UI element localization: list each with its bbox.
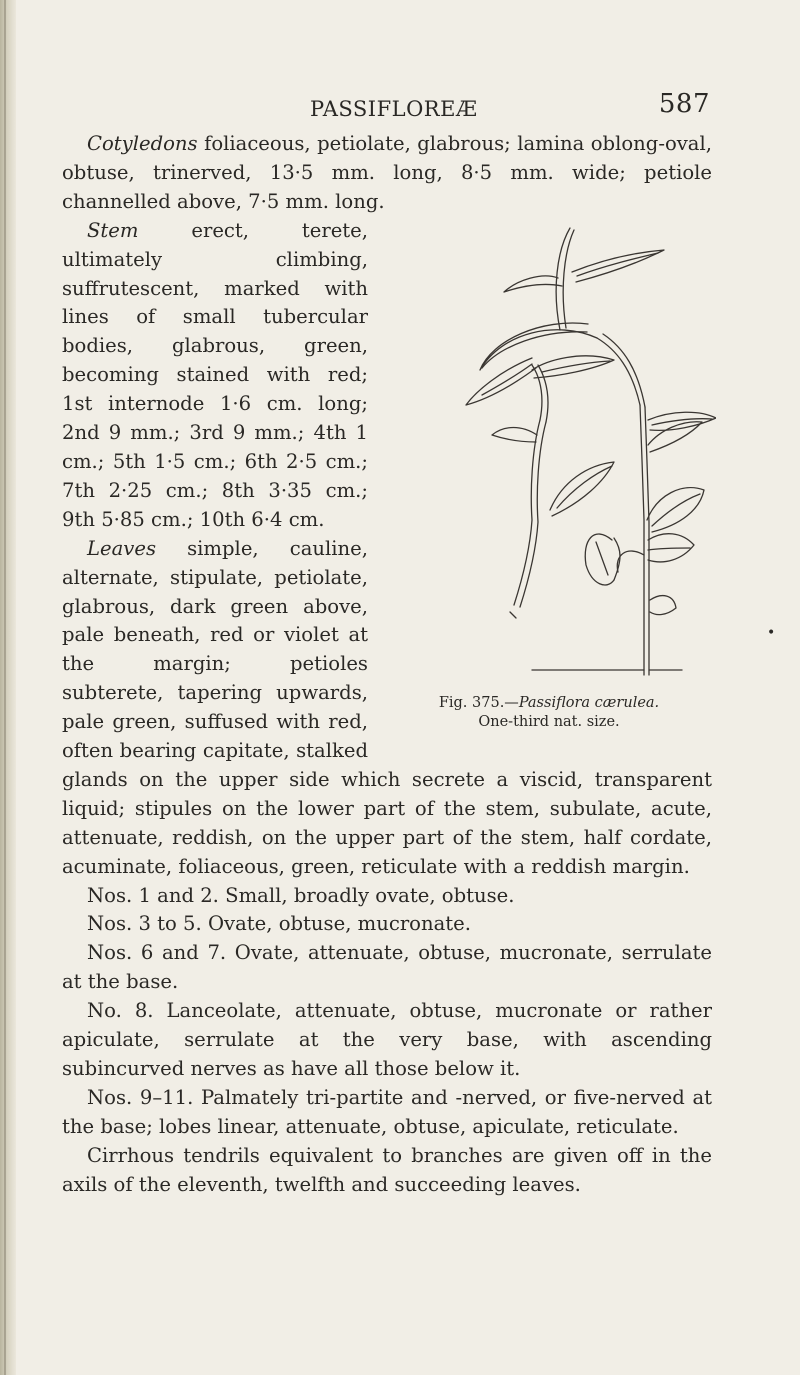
paragraph-nos-1-2: Nos. 1 and 2. Small, broadly ovate, obtuse. — [87, 883, 515, 907]
page-gutter — [0, 0, 16, 1375]
lead-term-leaves: Leaves — [87, 536, 157, 560]
passiflora-seedling-illustration — [382, 220, 716, 688]
page-number: 587 — [658, 89, 710, 119]
paragraph-text: erect, terete, ultimately climbing, suffrutescent, marked with lines of small tubercular bodies, glabrous, green, becoming stained with red; 1st internode 1·6 cm. long; 2nd 9 mm.; 3rd 9 mm.; 4th 1 cm.; 5th 1·5 cm.; 6th 2·5 cm.; 7th 2·25 cm.; 8th 3·35 cm.; 9th 5·85 cm.; 10th 6·4 cm. — [62, 218, 368, 531]
paragraph-text: foliaceous, petiolate, glabrous; lamina oblong-oval, obtuse, trinerved, 13·5 mm. long, 8·5 mm. wide; petiole channelled above, 7·5 mm. long. — [62, 132, 712, 213]
figure-scale: One-third nat. size. — [478, 713, 620, 730]
figure-species: Passiflora cærulea. — [518, 694, 660, 711]
paragraph-cotyledons — [62, 130, 712, 217]
paragraph-nos-6-7: Nos. 6 and 7. Ovate, attenuate, obtuse, mucronate, serrulate at the base. — [62, 941, 712, 994]
figure-caption — [382, 694, 716, 732]
binding-edge — [4, 0, 6, 1375]
paragraph-no-8: No. 8. Lanceolate, attenuate, obtuse, mucronate or rather apiculate, serrulate at the very base, with ascending subincurved nerves as have all those below it. — [62, 999, 712, 1080]
paragraph-nos-9-11: Nos. 9–11. Palmately tri-partite and -nerved, or five-nerved at the base; lobes linear, attenuate, obtuse, apiculate, reticulate. — [62, 1085, 712, 1138]
figure-375 — [382, 220, 716, 740]
paragraph-nos-3-5: Nos. 3 to 5. Ovate, obtuse, mucronate. — [87, 912, 471, 936]
lead-term-stem: Stem — [87, 218, 139, 242]
margin-mark: • — [767, 625, 776, 641]
page-body — [62, 130, 712, 1200]
lead-term-cotyledons: Cotyledons — [87, 132, 198, 155]
paragraph-cirrhous-tendrils: Cirrhous tendrils equivalent to branches are given off in the axils of the eleventh, twelfth and succeeding leaves. — [62, 1143, 712, 1196]
paragraph-text: simple, cauline, alternate, stipulate, petiolate, glabrous, dark green above, pale beneath, red or violet at the margin; petioles subterete, tapering upwards, pale green, suffused with red, often bearing capitate, stalked glands on the upper side which secrete a viscid, transparent liquid; stipules on the lower part of the stem, subulate, acute, attenuate, reddish, on the upper part of the stem, half cordate, acuminate, foliaceous, green, reticulate with a reddish margin. — [62, 536, 712, 878]
page-header — [310, 89, 710, 135]
running-head: PASSIFLOREÆ — [310, 97, 478, 121]
figure-label: Fig. 375.— — [438, 694, 519, 711]
